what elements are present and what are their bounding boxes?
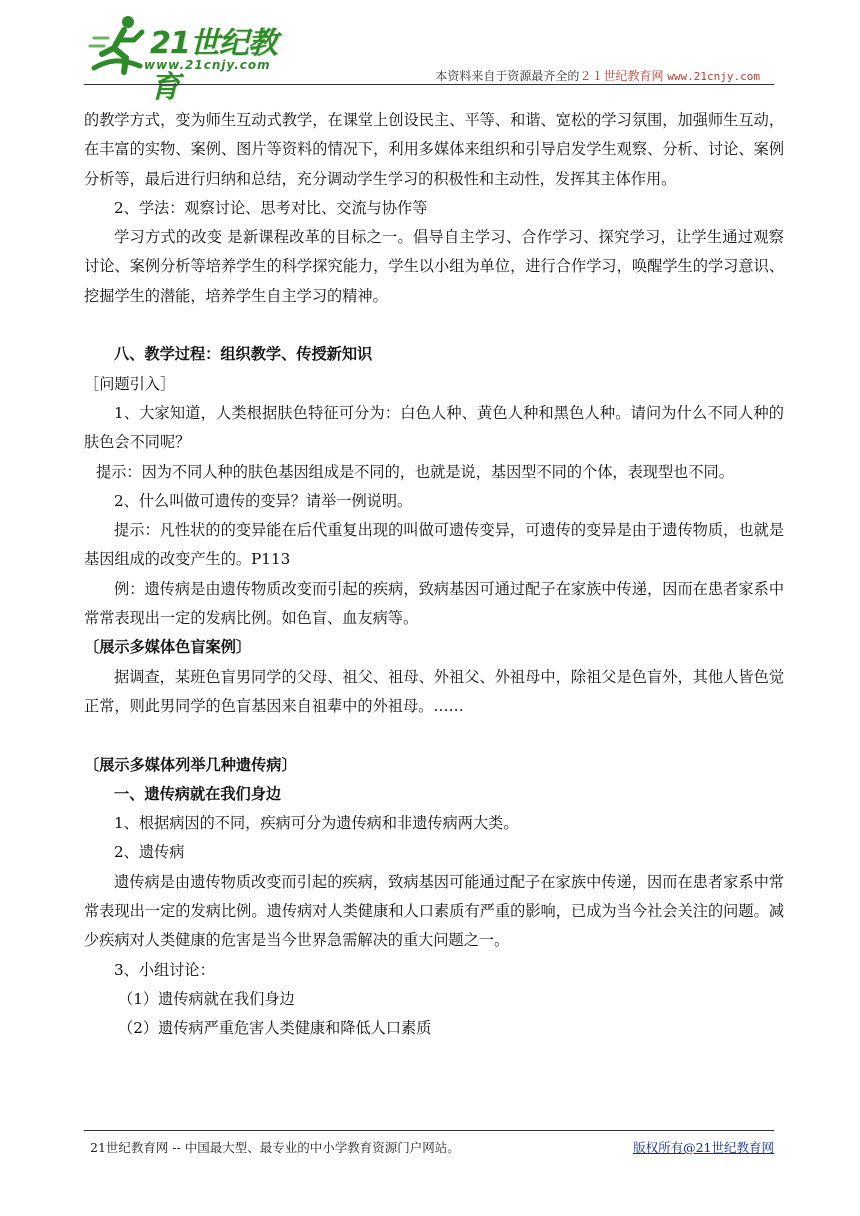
footer-divider <box>84 1130 774 1131</box>
discussion-item-1: （1）遗传病就在我们身边 <box>118 989 295 1008</box>
hint-2: 提示：凡性状的的变异能在后代重复出现的叫做可遗传变异，可遗传的变异是由于遗传物质，也就是基因组成的改变产生的。P113 <box>84 521 784 569</box>
page-header <box>0 0 860 105</box>
document-body <box>84 106 784 1044</box>
header-notice <box>435 67 760 84</box>
case-paragraph: 据调查，某班色盲男同学的父母、祖父、祖母、外祖父、外祖母中，除祖父是色盲外，其他人皆色觉正常，则此男同学的色盲基因来自祖辈中的外祖母。…… <box>84 667 784 715</box>
footer-text: 21世纪教育网 -- 中国最大型、最专业的中小学教育资源门户网站。 <box>90 1140 460 1155</box>
spacer <box>84 311 784 340</box>
notice-site-name[interactable]: ２１世纪教育网 <box>579 69 664 83</box>
bracket-problem-intro: ［问题引入］ <box>84 374 176 393</box>
logo-url: www.21cnjy.com <box>144 58 271 72</box>
point-1: 1、根据病因的不同，疾病可分为遗传病和非遗传病两大类。 <box>114 814 519 833</box>
section-heading-1: 一、遗传病就在我们身边 <box>114 784 282 803</box>
notice-prefix: 本资料来自于资源最齐全的 <box>435 69 580 83</box>
paragraph-learning-change: 学习方式的改变 是新课程改革的目标之一。倡导自主学习、合作学习、探究学习，让学生通过观察讨论、案例分析等培养学生的科学探究能力，学生以小组为单位，进行合作学习，唤醒学生的学习意识、挖掘学生的潜能，培养学生自主学习的精神。 <box>84 228 784 305</box>
notice-url-link[interactable]: www.21cnjy.com <box>667 70 760 83</box>
site-logo[interactable] <box>84 10 294 105</box>
bracket-color-blind-case: 〔展示多媒体色盲案例〕 <box>84 638 252 657</box>
logo-text: 21世纪教育 <box>150 26 277 105</box>
question-2: 2、什么叫做可遗传的变异？请举一例说明。 <box>114 491 413 510</box>
hint-1: 提示：因为不同人种的肤色基因组成是不同的，也就是说，基因型不同的个体，表现型也不同。 <box>96 462 734 481</box>
point-2: 2、遗传病 <box>114 843 185 862</box>
paragraph-learning-method: 2、学法：观察讨论、思考对比、交流与协作等 <box>114 198 428 217</box>
paragraph-teaching-method: 的教学方式，变为师生互动式教学，在课堂上创设民主、平等、和谐、宽松的学习氛围，加强师生互动，在丰富的实物、案例、图片等资料的情况下，利用多媒体来组织和引导启发学生观察、分析、讨论、案例分析等，最后进行归纳和总结，充分调动学生学习的积极性和主动性，发挥其主体作用。 <box>84 111 784 188</box>
footer-copyright-link[interactable]: 版权所有@21世纪教育网 <box>633 1140 774 1155</box>
discussion-item-2: （2）遗传病严重危害人类健康和降低人口素质 <box>118 1019 432 1038</box>
example-paragraph: 例：遗传病是由遗传物质改变而引起的疾病，致病基因可通过配子在家族中传递，因而在患者家系中常常表现出一定的发病比例。如色盲、血友病等。 <box>84 579 784 628</box>
question-1: 1、大家知道，人类根据肤色特征可分为：白色人种、黄色人种和黑色人种。请问为什么不同人种的肤色会不同呢？ <box>84 403 784 452</box>
runner-logo-icon <box>84 10 154 84</box>
bracket-genetic-disease-list: 〔展示多媒体列举几种遗传病〕 <box>84 755 297 774</box>
section-heading-teaching-process: 八、教学过程：组织教学、传授新知识 <box>114 345 373 364</box>
point-2-paragraph: 遗传病是由遗传物质改变而引起的疾病，致病基因可能通过配子在家族中传递，因而在患者家系中常常表现出一定的发病比例。遗传病对人类健康和人口素质有严重的影响，已成为当今社会关注的问题。减少疾病对人类健康的危害是当今世界急需解决的重大问题之一。 <box>84 872 784 950</box>
header-divider <box>84 84 774 85</box>
point-3: 3、小组讨论： <box>114 960 215 979</box>
spacer <box>84 721 784 750</box>
